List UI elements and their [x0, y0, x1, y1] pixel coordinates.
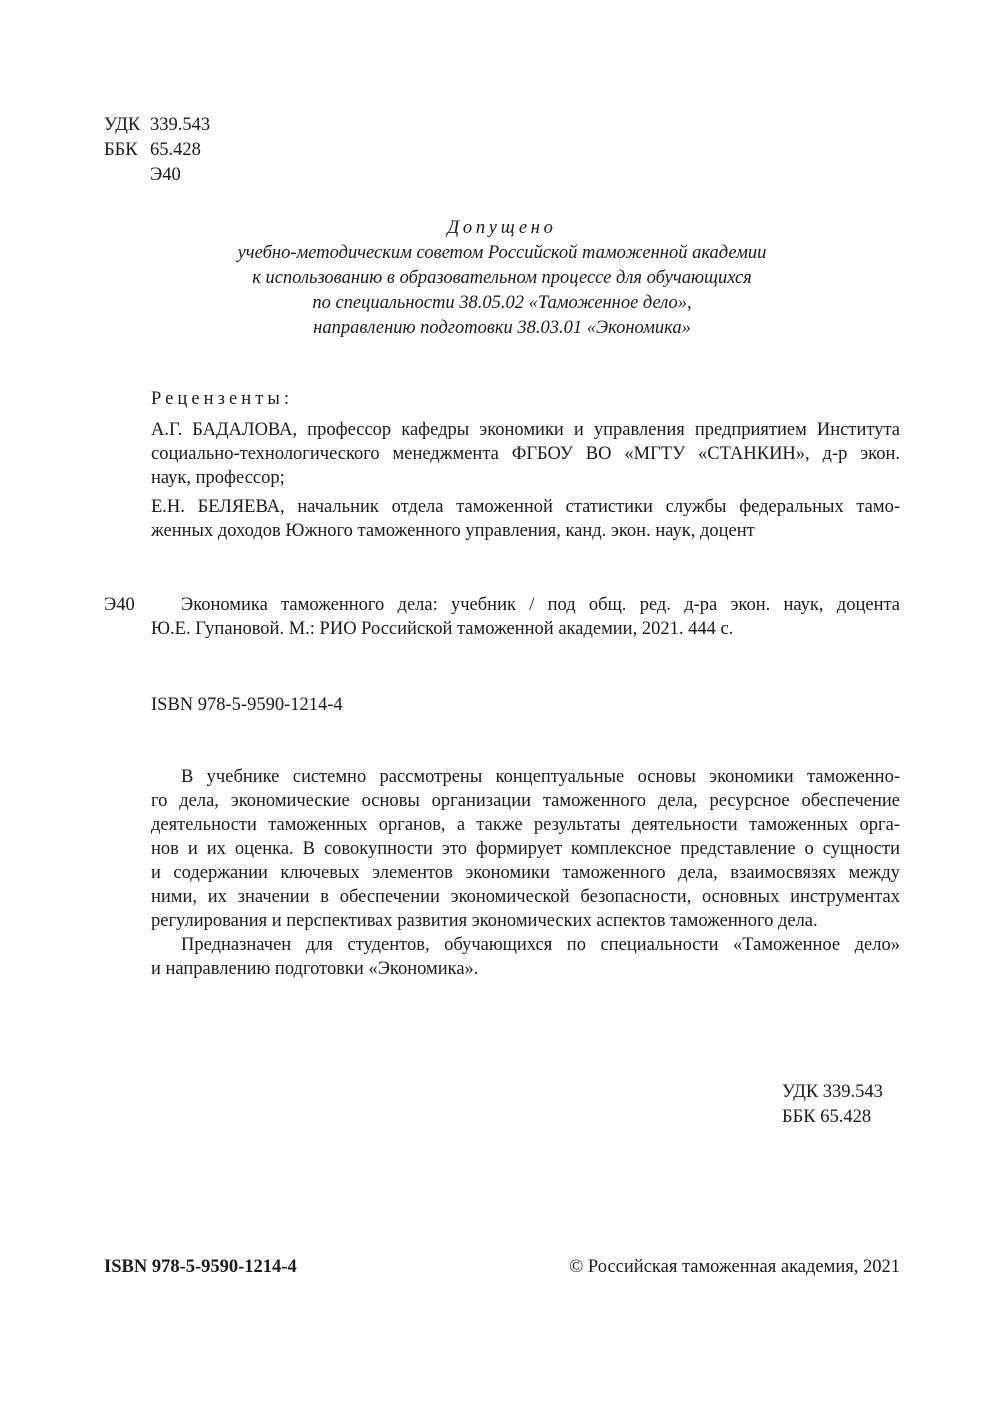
reviewer-line: женных доходов Южного таможенного управления, канд. экон. наук, доцент	[151, 521, 755, 541]
udk-bottom: УДК 339.543	[782, 1082, 883, 1102]
classification-top	[104, 113, 210, 188]
isbn-middle: ISBN 978-5-9590-1214-4	[151, 695, 343, 715]
abstract-line: и содержании ключевых элементов экономики таможенного дела, взаимосвязях между	[151, 863, 900, 883]
approval-block	[140, 216, 864, 341]
author-mark-row	[104, 163, 210, 188]
reviewers-title: Рецензенты:	[151, 389, 294, 409]
udk-label: УДК	[104, 115, 141, 135]
udk-row	[104, 113, 210, 138]
approval-heading: Допущено	[447, 218, 557, 238]
approval-line: по специальности 38.05.02 «Таможенное дело»,	[312, 293, 692, 313]
copyright-notice: © Российская таможенная академия, 2021	[569, 1257, 900, 1277]
abstract	[151, 765, 900, 981]
reviewer-line: Е.Н. БЕЛЯЕВА, начальник отдела таможенной статистики службы федеральных тамо-	[151, 497, 900, 517]
abstract-line: В учебнике системно рассмотрены концептуальные основы экономики таможенно-	[181, 767, 900, 787]
approval-line: учебно-методическим советом Российской таможенной академии	[237, 243, 767, 263]
bibliographic-description	[151, 593, 900, 641]
bibliographic-line: Ю.Е. Гупановой. М.: РИО Российской таможенной академии, 2021. 444 с.	[151, 619, 734, 639]
abstract-line: Предназначен для студентов, обучающихся по специальности «Таможенное дело»	[181, 935, 900, 955]
approval-line: к использованию в образовательном процессе для обучающихся	[252, 268, 752, 288]
reviewer-line: социально-технологического менеджмента ФГБОУ ВО «МГТУ «СТАНКИН», д-р экон.	[151, 444, 900, 464]
reviewer-entry	[151, 495, 900, 543]
classification-bottom	[782, 1080, 883, 1130]
abstract-line: деятельности таможенных органов, а также результаты деятельности таможенных орга-	[151, 815, 900, 835]
abstract-line: ними, их значении в обеспечении экономической безопасности, основных инструментах	[151, 887, 900, 907]
reviewer-entry	[151, 418, 900, 490]
abstract-line: регулирования и перспективах развития экономических аспектов таможенного дела.	[151, 911, 818, 931]
bbk-bottom: ББК 65.428	[782, 1107, 872, 1127]
bibliographic-line: Экономика таможенного дела: учебник / под общ. ред. д-ра экон. наук, доцента	[181, 595, 900, 615]
reviewer-line: наук, профессор;	[151, 468, 285, 488]
bibliographic-code: Э40	[104, 595, 135, 615]
reviewer-line: А.Г. БАДАЛОВА, профессор кафедры экономики и управления предприятием Института	[151, 420, 900, 440]
abstract-line: и направлению подготовки «Экономика».	[151, 959, 479, 979]
abstract-line: го дела, экономические основы организации таможенного дела, ресурсное обеспечение	[151, 791, 900, 811]
bbk-label: ББК	[104, 140, 138, 160]
isbn-footer: ISBN 978-5-9590-1214-4	[104, 1257, 297, 1277]
approval-line: направлению подготовки 38.03.01 «Экономика»	[313, 318, 691, 338]
abstract-line: нов и их оценка. В совокупности это формирует комплексное представление о сущности	[151, 839, 900, 859]
bbk-value: 65.428	[150, 140, 201, 160]
udk-value: 339.543	[150, 115, 211, 135]
author-mark: Э40	[150, 165, 181, 185]
bbk-row	[104, 138, 210, 163]
